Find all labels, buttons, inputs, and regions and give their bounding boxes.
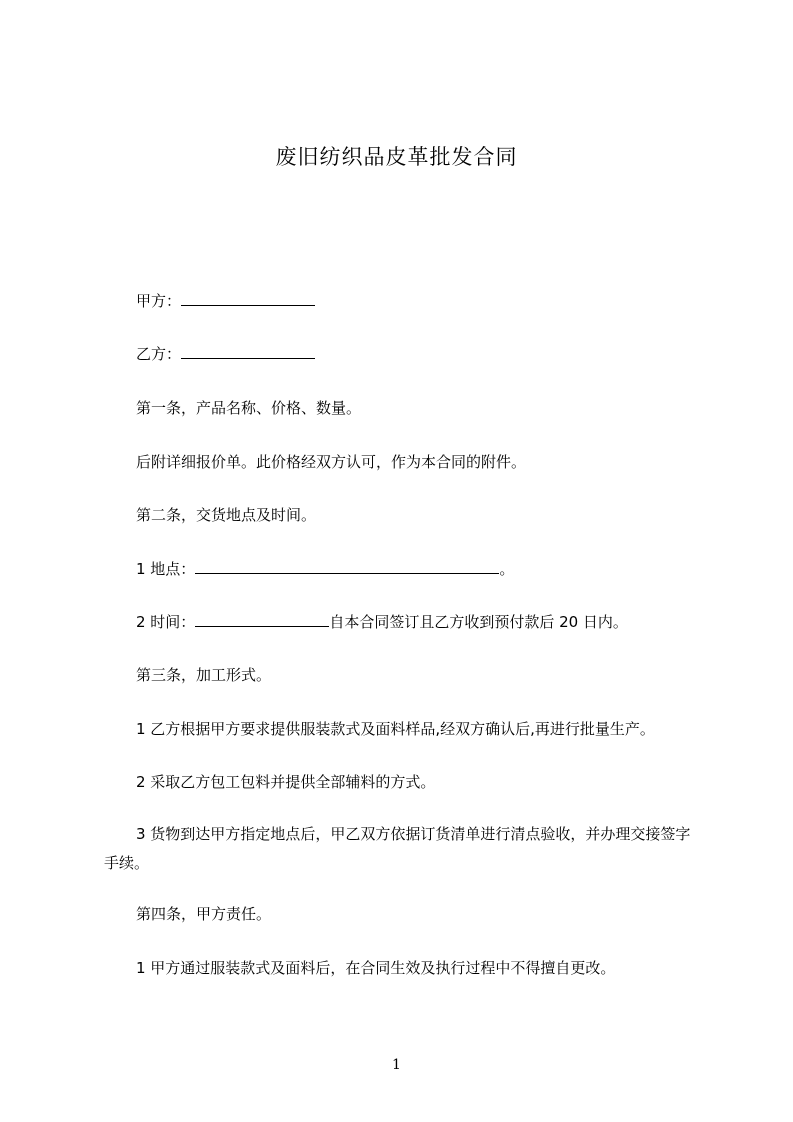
article3-heading: 第三条，加工形式。	[136, 666, 272, 684]
document-title: 废旧纺织品皮革批发合同	[275, 145, 518, 169]
article2-heading: 第二条，交货地点及时间。	[136, 506, 317, 524]
place-blank	[195, 559, 499, 574]
party-a-blank	[181, 291, 315, 306]
time-suffix: 自本合同签订且乙方收到预付款后 20 日内。	[329, 613, 628, 631]
article4-item1: 1 甲方通过服装款式及面料后，在合同生效及执行过程中不得擅自更改。	[136, 959, 616, 977]
time-label: 2 时间：	[136, 613, 196, 631]
article1-heading: 第一条，产品名称、价格、数量。	[136, 399, 362, 417]
party-b-blank	[181, 344, 315, 359]
party-b-line	[136, 341, 315, 367]
place-suffix: 。	[499, 560, 515, 578]
place-label: 1 地点：	[136, 560, 196, 578]
party-a-line	[136, 288, 315, 314]
party-b-label: 乙方：	[136, 345, 182, 363]
article3-item2: 2 采取乙方包工包料并提供全部辅料的方式。	[136, 773, 436, 791]
time-line	[136, 609, 628, 635]
article3-item3: 3 货物到达甲方指定地点后，甲乙双方依据订货清单进行清点验收，并办理交接签字手续。	[104, 825, 691, 872]
article1-text: 后附详细报价单。此价格经双方认可，作为本合同的附件。	[136, 453, 527, 471]
time-blank	[195, 612, 329, 627]
place-line	[136, 556, 514, 582]
article4-heading: 第四条，甲方责任。	[136, 905, 272, 923]
page-number: 1	[392, 1057, 401, 1073]
party-a-label: 甲方：	[136, 292, 182, 310]
article3-item1: 1 乙方根据甲方要求提供服装款式及面料样品,经双方确认后,再进行批量生产。	[136, 720, 655, 738]
